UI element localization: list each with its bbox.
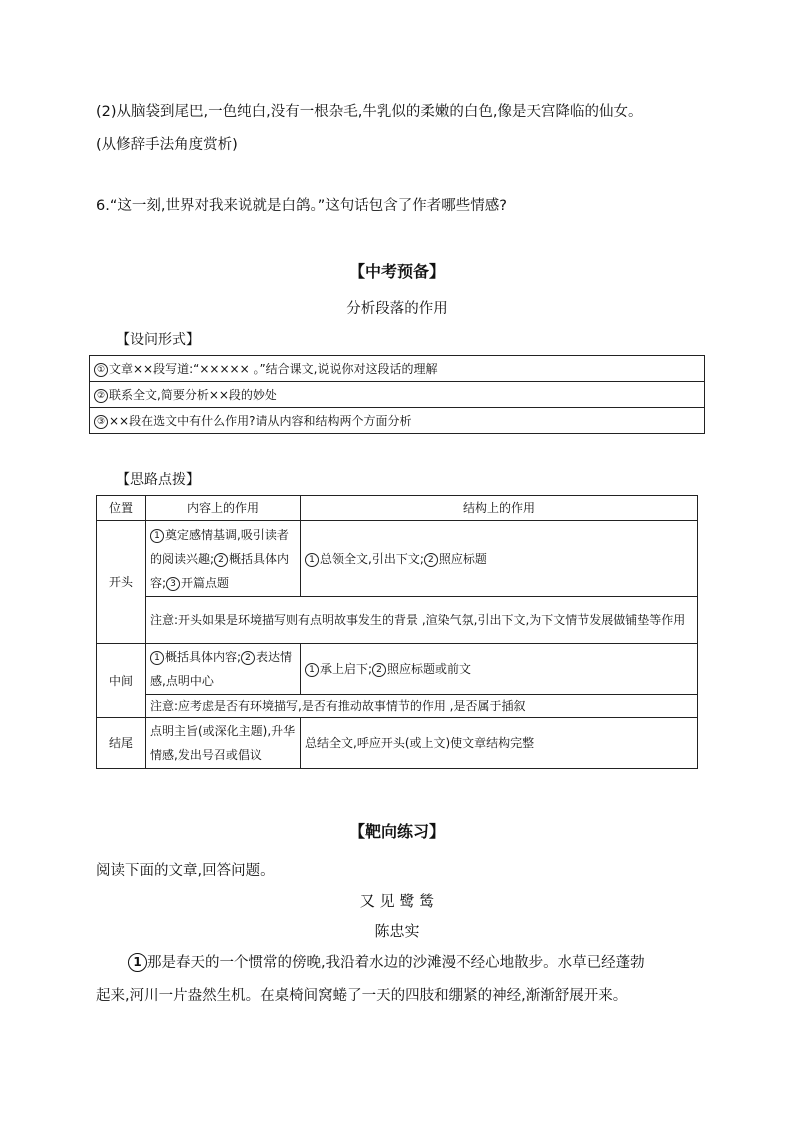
article-title: 又 见 鹭 鸶	[359, 892, 435, 910]
position-end: 结尾	[97, 718, 146, 769]
table-row	[97, 644, 698, 695]
content-end: 点明主旨(或深化主题),升华情感,发出号召或倡议	[146, 718, 301, 769]
note-middle: 注意:应考虑是否有环境描写,是否有推动故事情节的作用 ,是否属于插叙	[146, 695, 698, 718]
structure-text: 照应标题或前文	[387, 662, 472, 676]
table-row	[90, 382, 705, 408]
paragraph-number: 1	[128, 953, 147, 972]
structure-end: 总结全文,呼应开头(或上文)使文章结构完整	[301, 718, 698, 769]
content-text: 概括具体内容;	[150, 551, 290, 590]
table-row	[97, 718, 698, 769]
circled-number: 2	[214, 553, 228, 567]
table-header-row	[97, 496, 698, 521]
content-start	[146, 521, 301, 597]
structure-text: 照应标题	[438, 551, 487, 566]
structure-text: 承上启下;	[320, 662, 373, 676]
section-title-practice: 【靶向练习】	[348, 822, 445, 841]
section-subtitle: 分析段落的作用	[346, 301, 448, 317]
circled-number: 2	[424, 553, 438, 567]
circled-number: 3	[166, 577, 180, 591]
practice-instruction: 阅读下面的文章,回答问题。	[96, 863, 275, 879]
circled-number: 1	[305, 663, 319, 677]
circled-number: 1	[305, 553, 319, 567]
table-row	[97, 597, 698, 644]
question-number: (2)	[96, 104, 117, 120]
tips-table	[96, 495, 698, 769]
circled-number: 2	[372, 663, 386, 677]
content-text: 开篇点题	[181, 575, 230, 590]
form-cell	[90, 408, 705, 434]
content-text: 概括具体内容;	[165, 650, 242, 664]
tips-label: 【思路点拨】	[116, 472, 200, 488]
table-row	[97, 521, 698, 597]
form-text: ××段在选文中有什么作用?请从内容和结构两个方面分析	[109, 413, 412, 428]
question-text: 从脑袋到尾巴,一色纯白,没有一根杂毛,牛乳似的柔嫩的白色,像是天宫降临的仙女。	[116, 104, 643, 120]
question-6: 6.“这一刻,世界对我来说就是白鸽。”这句话包含了作者哪些情感?	[96, 198, 507, 214]
form-text: 文章××段写道:“××××× 。”结合课文,说说你对这段话的理解	[109, 361, 438, 376]
form-cell	[90, 382, 705, 408]
form-label: 【设问形式】	[116, 332, 200, 348]
content-text: 表达情感,点明中心	[150, 650, 293, 688]
form-cell	[90, 356, 705, 382]
question-5-2	[96, 102, 642, 122]
paragraph-1-line-2: 起来,河川一片盎然生机。在桌椅间窝蜷了一天的四肢和绷紧的神经,渐渐舒展开来。	[96, 988, 628, 1004]
circled-number: 1	[150, 529, 164, 543]
paragraph-1-line-1	[128, 953, 645, 973]
table-row	[97, 695, 698, 718]
structure-start	[301, 521, 698, 597]
article-author: 陈忠实	[374, 922, 420, 940]
header-structure: 结构上的作用	[301, 496, 698, 521]
note-start: 注意:开头如果是环境描写则有点明故事发生的背景 ,渲染气氛,引出下文,为下文情节发展做铺垫等作用	[146, 597, 698, 644]
form-text: 联系全文,简要分析××段的妙处	[109, 387, 277, 402]
position-middle: 中间	[97, 644, 146, 718]
question-hint: (从修辞手法角度赏析)	[96, 137, 238, 153]
circled-number: ③	[94, 415, 108, 429]
structure-text: 总领全文,引出下文;	[320, 551, 424, 566]
position-start: 开头	[97, 521, 146, 644]
header-position: 位置	[97, 496, 146, 521]
circled-number: ①	[94, 363, 108, 377]
circled-number: 1	[150, 651, 164, 665]
circled-number: 2	[241, 651, 255, 665]
content-text: 奠定感情基调,吸引读者的阅读兴趣;	[150, 527, 289, 566]
header-content: 内容上的作用	[146, 496, 301, 521]
paragraph-text: 那是春天的一个惯常的傍晚,我沿着水边的沙滩漫不经心地散步。水草已经蓬勃	[147, 955, 645, 971]
circled-number: ②	[94, 389, 108, 403]
structure-middle	[301, 644, 698, 695]
table-row	[90, 408, 705, 434]
section-title-prep: 【中考预备】	[348, 262, 445, 281]
table-row	[90, 356, 705, 382]
content-middle	[146, 644, 301, 695]
question-forms-table	[89, 355, 705, 434]
